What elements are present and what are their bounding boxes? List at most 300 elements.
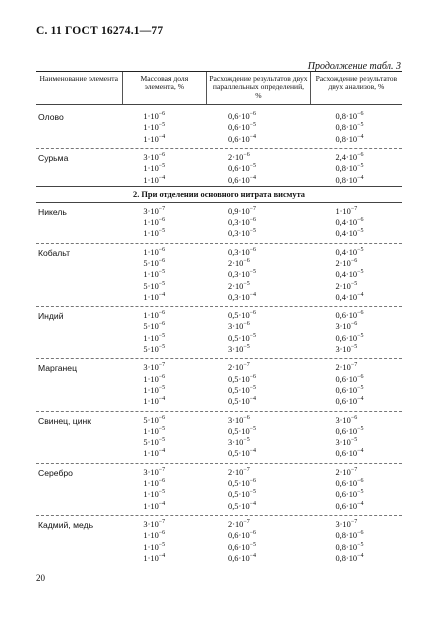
value	[228, 448, 310, 459]
value	[228, 553, 310, 564]
parallel-discrepancy-cell	[207, 152, 310, 186]
value-mantissa: 0,6·10	[228, 553, 250, 563]
value	[228, 292, 310, 303]
table-continuation-label: Продолжение табл. 3	[307, 61, 401, 72]
value-mantissa: 1·10	[143, 397, 159, 407]
value	[143, 217, 207, 228]
value-exponent: −5	[357, 228, 364, 235]
value-exponent: −6	[158, 373, 166, 380]
value	[335, 362, 402, 373]
value	[228, 385, 310, 396]
value	[228, 478, 310, 489]
value-exponent: −4	[357, 133, 364, 140]
value-mantissa: 0,4·10	[335, 292, 358, 302]
value-exponent: −5	[249, 332, 257, 339]
value-mantissa: 3·10	[335, 415, 351, 425]
value-mantissa: 5·10	[143, 438, 159, 448]
value-mantissa: 2,4·10	[335, 152, 358, 162]
value-mantissa: 2·10	[228, 363, 244, 373]
value	[143, 448, 207, 459]
value-mantissa: 0,5·10	[228, 490, 250, 500]
value-mantissa: 1·10	[143, 270, 159, 280]
value-exponent: −5	[158, 344, 166, 351]
value-exponent: −6	[158, 151, 166, 158]
value-exponent: −5	[249, 541, 257, 548]
analyses-discrepancy-cell	[310, 152, 402, 186]
value-exponent: −6	[357, 310, 364, 317]
value-exponent: −4	[249, 291, 257, 298]
row-separator	[36, 358, 402, 359]
value-exponent: −4	[249, 396, 257, 403]
value-exponent: −5	[158, 437, 166, 444]
value-mantissa: 0,6·10	[228, 542, 250, 552]
value	[228, 321, 310, 332]
value-mantissa: 5·10	[143, 281, 159, 291]
value	[143, 122, 207, 133]
value	[335, 281, 402, 292]
value	[335, 530, 402, 541]
value-mantissa: 1·10	[143, 501, 159, 511]
column-header-parallel-discrepancy: Расхождение результатов двух параллельных определений, %	[206, 72, 310, 104]
value	[143, 333, 207, 344]
value	[335, 385, 402, 396]
analyses-discrepancy-cell	[310, 519, 402, 564]
value-mantissa: 1·10	[143, 479, 159, 489]
value-exponent: −4	[249, 174, 257, 181]
value	[228, 175, 310, 186]
row-separator	[36, 411, 402, 412]
value	[228, 122, 310, 133]
value-exponent: −6	[158, 478, 166, 485]
value	[228, 333, 310, 344]
value	[228, 530, 310, 541]
value-exponent: −5	[158, 228, 166, 235]
element-name: Свинец, цинк	[38, 415, 92, 426]
value-exponent: −6	[357, 151, 364, 158]
value	[335, 396, 402, 407]
value	[335, 152, 402, 163]
value-mantissa: 1·10	[143, 218, 159, 228]
value-exponent: −5	[249, 489, 257, 496]
value	[228, 206, 310, 217]
value-exponent: −7	[350, 205, 358, 212]
value-exponent: −7	[158, 362, 166, 369]
value-mantissa: 0,6·10	[335, 490, 358, 500]
value-mantissa: 3·10	[335, 519, 351, 529]
element-name: Олово	[38, 112, 64, 123]
value-mantissa: 2·10	[228, 152, 244, 162]
row-separator	[36, 463, 402, 464]
section-rule-bottom	[36, 202, 402, 203]
value-exponent: −7	[243, 518, 250, 525]
table-row	[36, 310, 402, 355]
value	[143, 501, 207, 512]
value-exponent: −5	[158, 425, 166, 432]
value-exponent: −5	[350, 280, 358, 287]
analyses-discrepancy-cell	[310, 362, 402, 407]
value-mantissa: 3·10	[143, 467, 159, 477]
row-separator	[36, 148, 402, 149]
table-header-rule	[36, 104, 402, 105]
value-mantissa: 5·10	[143, 345, 159, 355]
value	[228, 519, 310, 530]
value-mantissa: 0,5·10	[228, 333, 250, 343]
value-exponent: −5	[158, 280, 166, 287]
value	[228, 269, 310, 280]
value-exponent: −4	[357, 396, 364, 403]
value-mantissa: 3·10	[335, 438, 351, 448]
value	[335, 258, 402, 269]
value-exponent: −5	[357, 384, 364, 391]
value-exponent: −4	[158, 133, 166, 140]
value	[335, 448, 402, 459]
element-name: Кадмий, медь	[38, 519, 94, 530]
value	[335, 292, 402, 303]
table-row	[36, 519, 402, 564]
value-mantissa: 2·10	[335, 363, 351, 373]
value-mantissa: 0,8·10	[335, 134, 358, 144]
value-exponent: −6	[357, 217, 364, 224]
value	[228, 228, 310, 239]
value-exponent: −5	[249, 384, 257, 391]
value-mantissa: 0,5·10	[228, 449, 250, 459]
value-exponent: −5	[158, 269, 166, 276]
value-mantissa: 0,5·10	[228, 397, 250, 407]
parallel-discrepancy-cell	[207, 111, 310, 145]
element-name: Кобальт	[38, 247, 71, 258]
value	[335, 217, 402, 228]
value-exponent: −6	[249, 111, 257, 118]
value	[143, 134, 207, 145]
value	[228, 501, 310, 512]
value	[335, 437, 402, 448]
value	[228, 542, 310, 553]
value-mantissa: 1·10	[143, 123, 159, 133]
value-exponent: −6	[357, 530, 364, 537]
value	[335, 553, 402, 564]
value-exponent: −4	[249, 448, 257, 455]
value	[335, 228, 402, 239]
value	[335, 134, 402, 145]
value-exponent: −5	[243, 280, 250, 287]
value-exponent: −7	[350, 466, 358, 473]
value-exponent: −6	[158, 414, 166, 421]
value-mantissa: 0,3·10	[228, 218, 250, 228]
value-exponent: −6	[249, 246, 257, 253]
value	[143, 478, 207, 489]
value-exponent: −7	[249, 205, 257, 212]
value-mantissa: 0,6·10	[335, 374, 358, 384]
value	[335, 489, 402, 500]
value	[228, 217, 310, 228]
value-exponent: −5	[350, 437, 358, 444]
value	[335, 111, 402, 122]
value-exponent: −4	[158, 396, 166, 403]
mass-fraction-cell	[123, 415, 207, 460]
value-mantissa: 0,4·10	[335, 229, 358, 239]
value-mantissa: 2·10	[228, 281, 244, 291]
value-mantissa: 0,5·10	[228, 311, 250, 321]
value-exponent: −7	[158, 518, 166, 525]
value	[335, 415, 402, 426]
value-exponent: −6	[158, 246, 166, 253]
value-mantissa: 0,6·10	[228, 531, 250, 541]
value	[143, 519, 207, 530]
value-mantissa: 2·10	[228, 467, 244, 477]
value	[228, 152, 310, 163]
parallel-discrepancy-cell	[207, 415, 310, 460]
value	[143, 258, 207, 269]
value-exponent: −6	[357, 111, 364, 118]
value-mantissa: 1·10	[143, 229, 159, 239]
value-mantissa: 3·10	[228, 322, 244, 332]
element-name: Марганец	[38, 363, 77, 374]
table-row	[36, 111, 402, 145]
value-mantissa: 3·10	[335, 322, 351, 332]
value	[228, 415, 310, 426]
value	[335, 175, 402, 186]
value-exponent: −6	[350, 321, 358, 328]
value-exponent: −4	[357, 552, 364, 559]
value	[143, 553, 207, 564]
value	[143, 437, 207, 448]
value-mantissa: 1·10	[143, 490, 159, 500]
value	[143, 542, 207, 553]
value-mantissa: 0,6·10	[335, 449, 358, 459]
value	[335, 501, 402, 512]
value-mantissa: 2·10	[335, 259, 351, 268]
value-exponent: −5	[249, 163, 257, 170]
value	[143, 426, 207, 437]
value-exponent: −5	[249, 122, 257, 129]
column-header-analyses-discrepancy: Расхождение результатов двух анализов, %	[310, 72, 402, 104]
value	[143, 396, 207, 407]
value-exponent: −5	[249, 228, 257, 235]
value	[228, 426, 310, 437]
value-exponent: −4	[249, 552, 257, 559]
value-exponent: −6	[357, 478, 364, 485]
table-row	[36, 415, 402, 460]
value-mantissa: 3·10	[228, 415, 244, 425]
value-mantissa: 0,8·10	[335, 112, 358, 122]
value-mantissa: 0,9·10	[228, 206, 250, 216]
value	[143, 530, 207, 541]
value	[335, 122, 402, 133]
value-mantissa: 3·10	[143, 363, 159, 373]
value-mantissa: 0,3·10	[228, 229, 250, 239]
column-header-element: Наименование элемента	[39, 74, 119, 83]
value-exponent: −5	[357, 122, 364, 129]
parallel-discrepancy-cell	[207, 206, 310, 240]
table-row	[36, 362, 402, 407]
value-mantissa: 1·10	[143, 374, 159, 384]
value-exponent: −5	[158, 384, 166, 391]
value	[335, 374, 402, 385]
value-exponent: −5	[158, 163, 166, 170]
mass-fraction-cell	[123, 111, 207, 145]
value-exponent: −6	[158, 321, 166, 328]
value-mantissa: 1·10	[143, 333, 159, 343]
value-exponent: −6	[249, 373, 257, 380]
value-exponent: −5	[357, 489, 364, 496]
value-exponent: −7	[243, 362, 250, 369]
value	[228, 281, 310, 292]
value	[335, 467, 402, 478]
value-mantissa: 1·10	[143, 553, 159, 563]
value	[228, 374, 310, 385]
value	[143, 489, 207, 500]
value-exponent: −5	[350, 344, 358, 351]
value-mantissa: 0,6·10	[228, 164, 250, 174]
value-mantissa: 0,5·10	[228, 385, 250, 395]
value-mantissa: 0,3·10	[228, 270, 250, 280]
value-exponent: −7	[350, 362, 358, 369]
table-row	[36, 247, 402, 303]
table-body-group-1	[36, 111, 402, 186]
mass-fraction-cell	[123, 467, 207, 512]
element-name: Индий	[38, 311, 64, 322]
value	[335, 519, 402, 530]
value	[143, 175, 207, 186]
mass-fraction-cell	[123, 519, 207, 564]
value	[143, 228, 207, 239]
value	[228, 258, 310, 269]
value-exponent: −6	[158, 530, 166, 537]
value-mantissa: 3·10	[143, 519, 159, 529]
value-exponent: −4	[158, 500, 166, 507]
element-name: Никель	[38, 206, 67, 217]
analyses-discrepancy-cell	[310, 247, 402, 303]
analyses-discrepancy-cell	[310, 310, 402, 355]
mass-fraction-cell	[123, 206, 207, 240]
value-mantissa: 0,8·10	[335, 123, 358, 133]
table-row	[36, 206, 402, 240]
value-exponent: −5	[357, 541, 364, 548]
value-mantissa: 3·10	[143, 152, 159, 162]
value-exponent: −6	[158, 111, 166, 118]
value	[143, 310, 207, 321]
table-row	[36, 152, 402, 186]
value-mantissa: 0,8·10	[335, 553, 358, 563]
value-exponent: −5	[249, 425, 257, 432]
parallel-discrepancy-cell	[207, 362, 310, 407]
value	[143, 344, 207, 355]
value	[228, 247, 310, 258]
value-exponent: −5	[243, 437, 250, 444]
value	[143, 206, 207, 217]
value-exponent: −5	[249, 269, 257, 276]
value-exponent: −5	[357, 269, 364, 276]
value	[143, 163, 207, 174]
value	[335, 163, 402, 174]
value	[143, 247, 207, 258]
row-separator	[36, 243, 402, 244]
value-mantissa: 1·10	[143, 449, 159, 459]
table-header-row	[36, 72, 402, 104]
value-mantissa: 0,5·10	[228, 479, 250, 489]
value	[143, 269, 207, 280]
value-mantissa: 2·10	[335, 281, 351, 291]
value-exponent: −4	[357, 174, 364, 181]
value-exponent: −7	[158, 466, 166, 473]
value-mantissa: 1·10	[143, 134, 159, 144]
value	[228, 396, 310, 407]
value-exponent: −7	[350, 518, 358, 525]
value-exponent: −6	[158, 217, 166, 224]
value-mantissa: 1·10	[143, 542, 159, 552]
value-exponent: −5	[158, 122, 166, 129]
value-mantissa: 0,8·10	[335, 531, 358, 541]
value-mantissa: 0,6·10	[335, 426, 358, 436]
value	[335, 426, 402, 437]
value-exponent: −4	[357, 448, 364, 455]
value-mantissa: 1·10	[143, 292, 159, 302]
value	[228, 437, 310, 448]
value-mantissa: 0,6·10	[335, 397, 358, 407]
table	[36, 71, 402, 564]
column-header-mass-fraction: Массовая доля элемента, %	[122, 72, 207, 104]
value-mantissa: 0,6·10	[335, 385, 358, 395]
value	[228, 344, 310, 355]
value-mantissa: 3·10	[335, 345, 351, 355]
value	[228, 310, 310, 321]
analyses-discrepancy-cell	[310, 415, 402, 460]
value-exponent: −6	[243, 151, 250, 158]
mass-fraction-cell	[123, 152, 207, 186]
value-exponent: −6	[243, 414, 250, 421]
value-mantissa: 5·10	[143, 322, 159, 332]
value-mantissa: 0,4·10	[335, 218, 358, 228]
value-mantissa: 0,6·10	[335, 311, 358, 321]
value	[228, 489, 310, 500]
value-mantissa: 0,5·10	[228, 426, 250, 436]
document-header: С. 11 ГОСТ 16274.1—77	[36, 25, 164, 37]
value-mantissa: 0,6·10	[228, 123, 250, 133]
value-exponent: −6	[249, 478, 257, 485]
value	[143, 362, 207, 373]
value	[228, 362, 310, 373]
value-mantissa: 0,6·10	[335, 501, 358, 511]
value-mantissa: 3·10	[143, 206, 159, 216]
value-mantissa: 3·10	[228, 345, 244, 355]
mass-fraction-cell	[123, 362, 207, 407]
value-exponent: −6	[249, 217, 257, 224]
value	[335, 344, 402, 355]
value	[335, 333, 402, 344]
value-exponent: −5	[158, 541, 166, 548]
row-separator	[36, 515, 402, 516]
value	[143, 385, 207, 396]
value	[228, 163, 310, 174]
page-number: 20	[36, 573, 45, 583]
table-row	[36, 467, 402, 512]
value	[143, 281, 207, 292]
value-exponent: −4	[158, 174, 166, 181]
value	[143, 111, 207, 122]
value-exponent: −6	[350, 258, 358, 264]
value	[143, 415, 207, 426]
value-exponent: −6	[249, 530, 257, 537]
value-mantissa: 0,3·10	[228, 292, 250, 302]
value	[335, 321, 402, 332]
row-separator	[36, 306, 402, 307]
value-mantissa: 1·10	[143, 175, 159, 185]
value-exponent: −5	[243, 344, 250, 351]
value-exponent: −5	[357, 163, 364, 170]
value-mantissa: 0,4·10	[335, 247, 358, 257]
value-mantissa: 0,8·10	[335, 175, 358, 185]
value-mantissa: 2·10	[228, 259, 244, 268]
